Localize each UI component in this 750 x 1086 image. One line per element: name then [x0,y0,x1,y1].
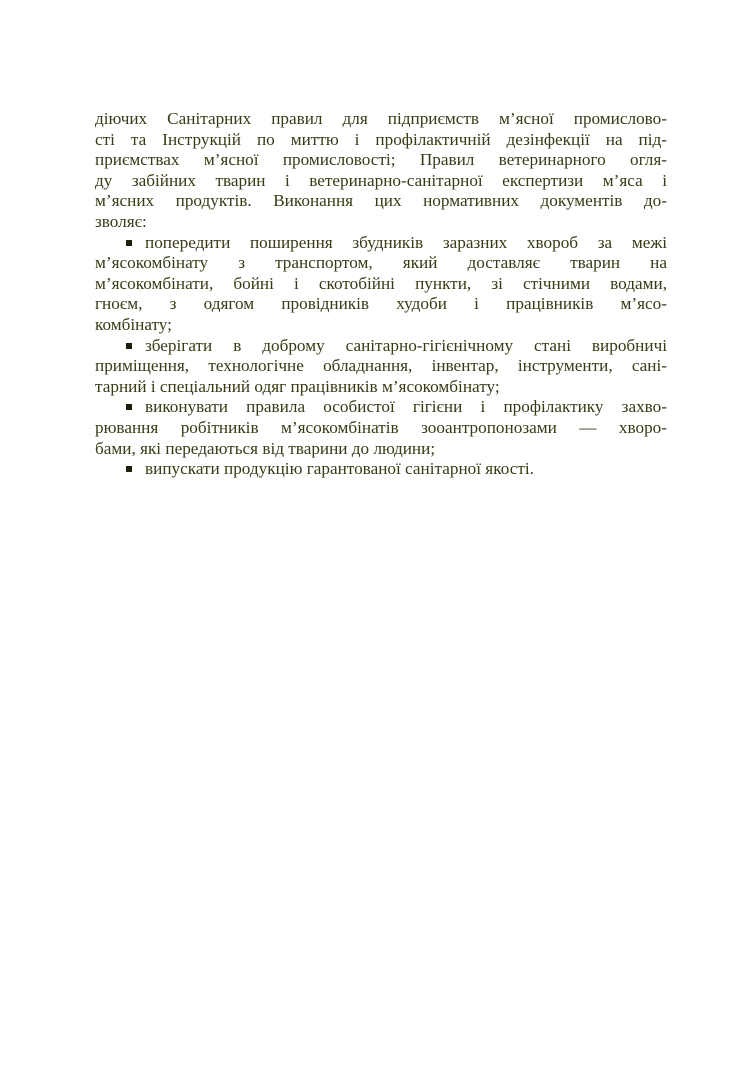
paragraph-line: зволяє: [95,211,147,231]
bullet-line: виконувати правила особистої гігієни і профілактику захво- [145,397,667,417]
bullet-line: м’ясокомбінати, бойні і скотобійні пункти, зі стічними водами, [95,273,667,293]
paragraph-line: сті та Інструкцій по миттю і профілактичній дезінфекції на під- [95,129,667,149]
bullet-list [95,233,667,480]
bullet-item [95,397,667,459]
bullet-line: випускати продукцію гарантованої санітарної якості. [145,459,534,479]
bullet-line: бами, які передаються від тварини до людини; [95,438,436,458]
square-bullet-icon [126,404,132,410]
intro-paragraph [95,109,667,233]
square-bullet-icon [126,240,132,246]
square-bullet-icon [126,343,132,349]
document-page [95,109,667,480]
bullet-item [95,336,667,398]
paragraph-line: ду забійних тварин і ветеринарно-санітарної експертизи м’яса і [95,170,667,190]
paragraph-line: приємствах м’ясної промисловості; Правил ветеринарного огля- [95,150,667,170]
square-bullet-icon [126,466,132,472]
bullet-line: тарний і спеціальний одяг працівників м’ясокомбінату; [95,376,500,396]
bullet-line: комбінату; [95,314,172,334]
bullet-item [95,459,667,480]
bullet-line: приміщення, технологічне обладнання, інвентар, інструменти, сані- [95,356,667,376]
bullet-line: попередити поширення збудників заразних хвороб за межі [145,232,667,252]
paragraph-line: діючих Санітарних правил для підприємств м’ясної промислово- [95,109,667,128]
bullet-line: м’ясокомбінату з транспортом, який доставляє тварин на [95,253,667,273]
bullet-item [95,233,667,336]
bullet-line: гноєм, з одягом провідників худоби і працівників м’ясо- [95,294,667,314]
bullet-line: зберігати в доброму санітарно-гігієнічному стані виробничі [145,335,667,355]
paragraph-line: м’ясних продуктів. Виконання цих нормативних документів до- [95,191,667,211]
bullet-line: рювання робітників м’ясокомбінатів зооантропонозами — хворо- [95,417,667,437]
